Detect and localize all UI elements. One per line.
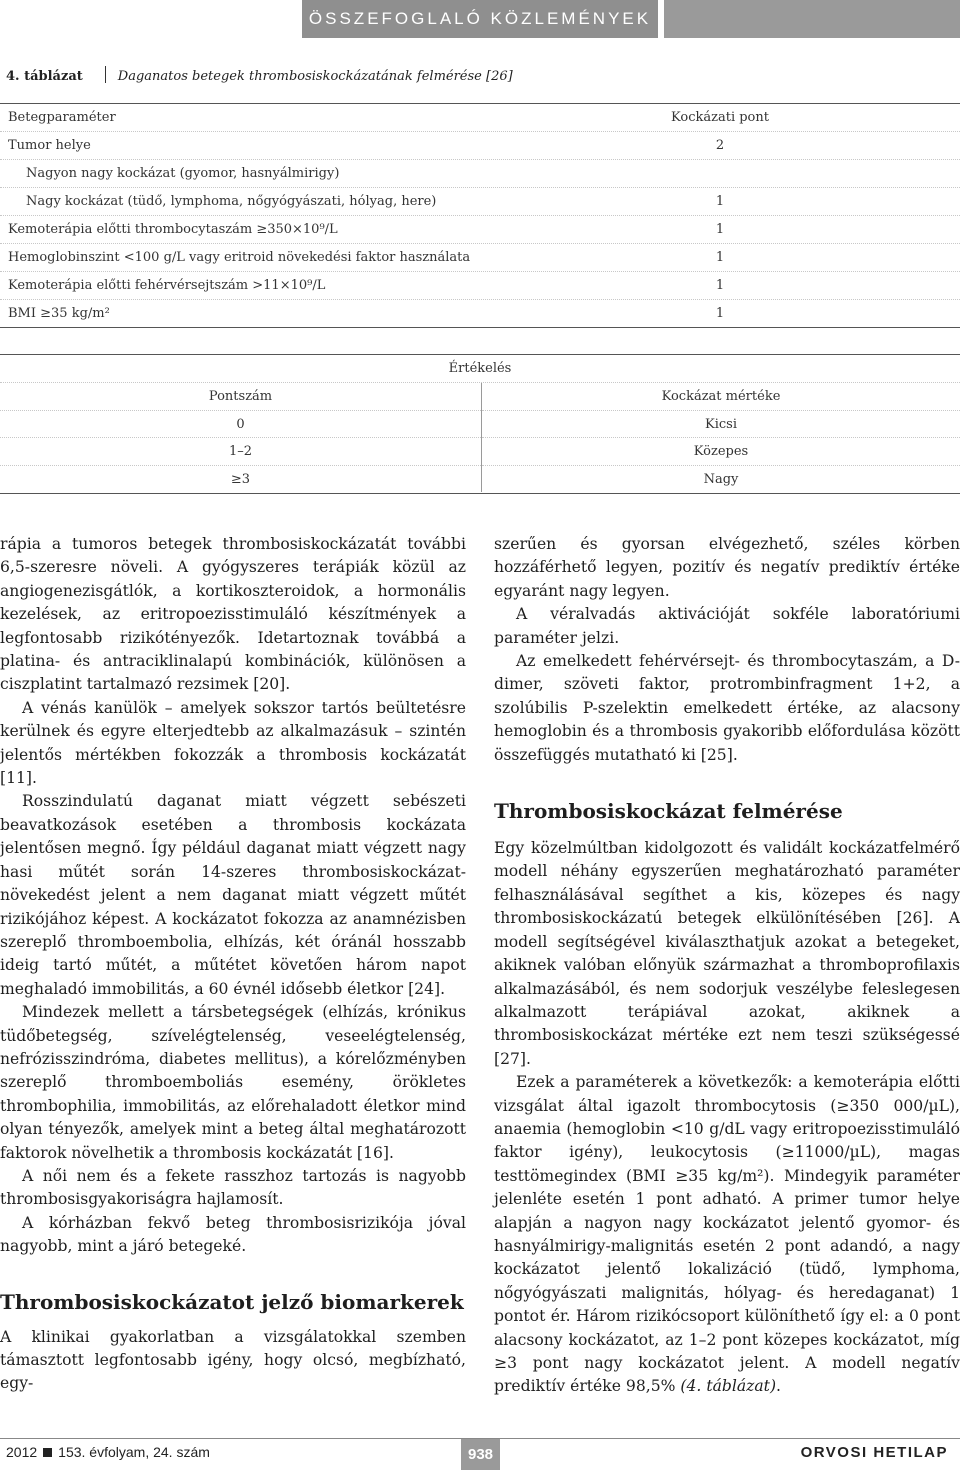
evaluation-table [0,355,960,492]
table-row [0,216,960,244]
row-value: 1 [715,278,725,293]
paragraph: A klinikai gyakorlatban a vizsgálatokkal szemben támasztott legfontosabb igény, hogy olcsó, megbízható, egy- [0,1327,466,1393]
row-value: 1 [715,306,725,321]
paragraph: Egy közelmúltban kidolgozott és validált kockázatfelmérő modell néhány egyszerűen meghatározható paraméter felhasználásával segíthet a kis, közepes és nagy thrombosiskockázatú betegek elkülönítésében [26]. A modell segítségével kiválaszthatjuk azokat a betegeket, akiknek valóban előnyük származhat a thromboprofilaxis alkalmazásából, és nem sodorjuk veszélybe feleslegesen alkalmazott terápiával azokat, akiknek a thrombosiskockázat mértéke ezt nem teszi szükségessé [27]. [494,839,960,1068]
square-bullet-icon [43,1448,52,1457]
paragraph: szerűen és gyorsan elvégezhető, széles körben hozzáférhető legyen, pozitív és negatív prediktív értéke egyaránt nagy legyen. [494,535,960,600]
right-text-column [494,533,960,1399]
table-header-row [0,104,960,132]
paragraph-text: Ezek a paraméterek a következők: a kemoterápia előtti vizsgálat által igazolt thrombocytosis (≥350 000/µL), anaemia (hemoglobin <10 g/dL vagy eritropoezisstimuláló faktor igény), leukocytosis (≥11000/µL), magas testtömegindex (BMI ≥35 kg/m²). Mindegyik paraméter jelenléte esetén 1 pont adható. A primer tumor helye alapján a nagyon nagy kockázatot jelentő gyomor- és hasnyálmirigy-malignitás esetén 2 pont adandó, a nagy kockázatot jelentő lokalizáció (tüdő, lymphoma, nőgyógyászati malignitás, hólyag- és heredaganat) 1 pontot ér. Három rizikócsoport különíthető így el: a 0 pont alacsony kockázatot, az 1–2 pont közepes kockázatot, míg ≥3 pont nagy kockázatot jelent. A modell negatív prediktív értéke 98,5% [494,1073,960,1396]
eval-risk-cell: Közepes [482,438,960,466]
eval-col-header-risk: Kockázat mértéke [482,383,960,411]
table-caption [6,66,513,84]
eval-title: Értékelés [0,355,960,383]
journal-name: ORVOSI HETILAP [800,1444,948,1461]
eval-risk-cell: Nagy [703,471,739,487]
eval-score-cell: ≥3 [230,471,251,487]
page-number: 938 [461,1439,500,1470]
paragraph: rápia a tumoros betegek thrombosiskockázatát további 6,5-szeresre növeli. A gyógyszeres terápiák közül az angiogenezisgátlók, a kortikoszteroidok, a hormonális kezelések, az eritropoezisstimuláló készítmények a legfontosabb rizikótényezők. Idetartoznak továbbá a platina- és antraciklinalapú kombinációk, különösen a ciszplatint tartalmazó rezsimek [20]. [0,535,466,694]
caption-divider [105,66,106,83]
table-bottom-rule [0,493,960,494]
table-row [0,272,960,300]
footer-year: 2012 [6,1444,38,1460]
paragraph [494,1071,960,1399]
paragraph: Rosszindulatú daganat miatt végzett sebészeti beavatkozások esetében a thrombosis kockázata jelentősen megnő. Így például daganat miatt végzett nagy hasi műtét során 14-szeres thrombosiskockázat-növekedést jelent a nem daganat miatt végzett műtét rizikójához képest. A kockázatot fokozza az anamnézisben szereplő thromboembolia, elhízás, két óránál hosszabb ideig tartó műtét, a műtétet követően három napot meghaladó immobilitás, a 60 évnél idősebb életkor [24]. [0,792,466,998]
table-reference: (4. táblázat) [680,1377,777,1396]
col-header-param: Betegparaméter [8,110,116,125]
risk-score-table [0,104,960,328]
eval-col-header-score: Pontszám [0,383,481,411]
eval-score-column [0,383,481,493]
row-label: Hemoglobinszint <100 g/L vagy eritroid növekedési faktor használata [8,250,471,265]
paragraph: A véralvadás aktivációját sokféle laboratóriumi paraméter jelzi. [494,605,960,647]
paragraph: Mindezek mellett a társbetegségek (elhízás, krónikus tüdőbetegség, szívelégtelenség, veseelégtelenség, nefrózisszindróma, diabetes mellitus), a kórelőzményben szereplő thromboemboliás esemény, örökletes thrombophilia, immobilitás, az előrehaladott életkor mind olyan tényezők, amelyek mint a beteg által meghatározott faktorok növelhetik a thrombosis kockázatát [16]. [0,1003,466,1162]
footer-volume: 153. évfolyam, 24. szám [58,1444,210,1460]
row-label: BMI ≥35 kg/m² [8,306,110,321]
table-row [0,132,960,160]
row-value: 1 [715,194,725,209]
paragraph: A vénás kanülök – amelyek sokszor tartós beültetésre kerülnek és egyre elterjedtebb az alkalmazásuk – szintén jelentős mértékben fokozzák a thrombosis kockázatát [11]. [0,698,466,788]
table-row [0,188,960,216]
section-heading-risk-assessment: Thrombosiskockázat felmérése [494,799,843,824]
table-row [0,300,960,328]
row-label: Kemoterápia előtti fehérvérsejtszám >11×10⁹/L [8,278,326,293]
row-label: Nagyon nagy kockázat (gyomor, hasnyálmirigy) [26,166,340,181]
table-title: Daganatos betegek thrombosiskockázatának felmérése [26] [117,69,513,84]
eval-risk-cell: Kicsi [482,411,960,439]
table-row [0,160,960,188]
row-value: 2 [715,138,725,153]
col-header-score: Kockázati pont [671,110,769,125]
row-value: 1 [715,250,725,265]
paragraph: Az emelkedett fehérvérsejt- és thrombocytaszám, a D-dimer, szöveti faktor, protrombinfragment 1+2, a szolúbilis P-szelektin emelkedett értéke, az alacsony hemoglobin és a thrombosis gyakoribb előfordulása között összefüggés mutatható ki [25]. [494,652,960,764]
eval-risk-column [482,383,960,493]
section-header: ÖSSZEFOGLALÓ KÖZLEMÉNYEK [302,0,658,38]
paragraph: A női nem és a fekete rasszhoz tartozás is nagyobb thrombosisgyakoriságra hajlamosít. [0,1166,466,1209]
row-label: Tumor helye [8,138,91,153]
footer-issue [6,1444,210,1460]
eval-column-divider [481,383,482,492]
eval-score-cell: 1–2 [0,438,481,466]
paragraph: A kórházban fekvő beteg thrombosisrizikója jóval nagyobb, mint a járó betegeké. [0,1213,466,1256]
paragraph-end: . [776,1377,782,1396]
header-tab-decoration [664,0,960,38]
eval-score-cell: 0 [0,411,481,439]
table-mid-rule [0,327,960,328]
left-text-column [0,533,466,1396]
row-value: 1 [715,222,725,237]
table-number: 4. táblázat [6,69,83,84]
table-row [0,244,960,272]
section-heading-biomarkers: Thrombosiskockázatot jelző biomarkerek [0,1289,464,1314]
row-label: Kemoterápia előtti thrombocytaszám ≥350×10⁹/L [8,222,338,237]
row-label: Nagy kockázat (tüdő, lymphoma, nőgyógyászati, hólyag, here) [26,194,437,209]
